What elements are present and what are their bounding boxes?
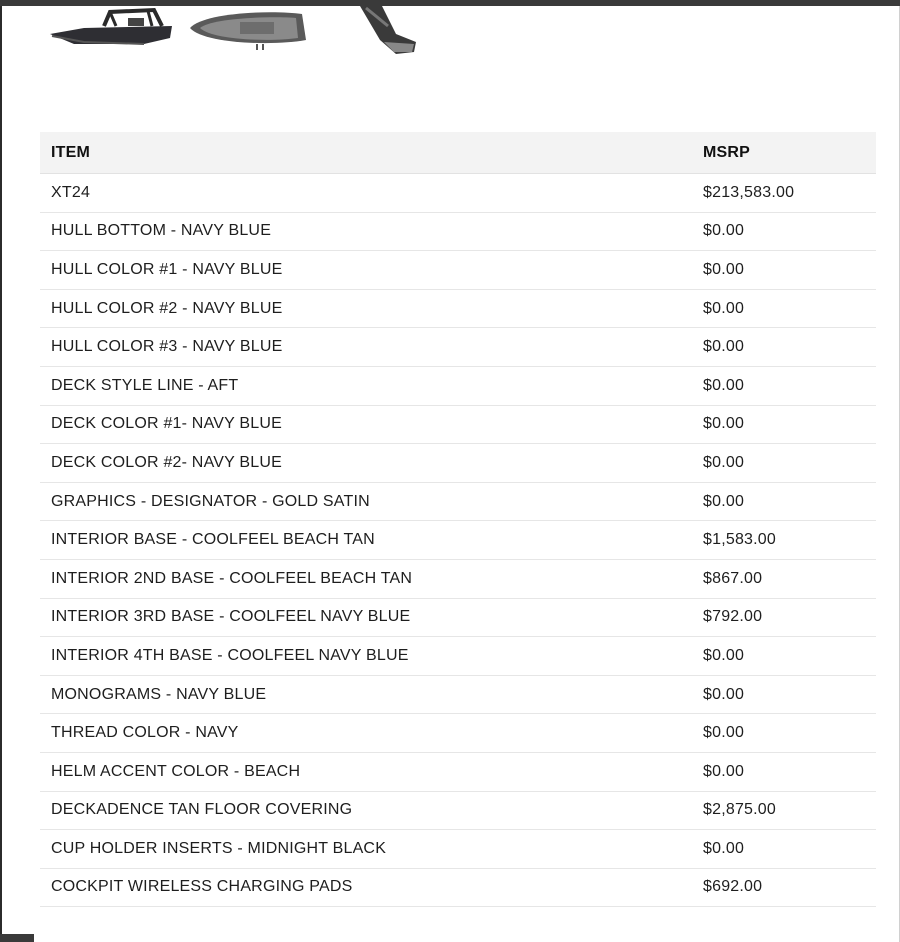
table-row: [40, 213, 876, 252]
msrp-cell: $2,875.00: [703, 801, 776, 819]
table-row: [40, 753, 876, 792]
table-header-row: [40, 132, 876, 174]
table-row: [40, 251, 876, 290]
table-row: [40, 599, 876, 638]
item-cell: CUP HOLDER INSERTS - MIDNIGHT BLACK: [51, 839, 387, 857]
table-row: [40, 869, 876, 908]
msrp-cell: $0.00: [703, 338, 745, 356]
msrp-table: [40, 132, 876, 907]
item-cell: DECK COLOR #2- NAVY BLUE: [51, 453, 282, 471]
item-cell: DECKADENCE TAN FLOOR COVERING: [51, 801, 353, 819]
table-row: [40, 367, 876, 406]
msrp-cell: $0.00: [703, 492, 745, 510]
boat-images: [44, 4, 444, 60]
table-row: [40, 637, 876, 676]
msrp-cell: $0.00: [703, 646, 745, 664]
msrp-cell: $0.00: [703, 222, 745, 240]
page-corner-mark: [0, 934, 34, 942]
msrp-cell: $213,583.00: [703, 183, 795, 201]
msrp-cell: $0.00: [703, 724, 745, 742]
boat-profile-icon: [50, 10, 172, 44]
msrp-cell: $0.00: [703, 762, 745, 780]
item-cell: GRAPHICS - DESIGNATOR - GOLD SATIN: [51, 492, 370, 510]
item-cell: INTERIOR BASE - COOLFEEL BEACH TAN: [51, 531, 375, 549]
item-cell: INTERIOR 3RD BASE - COOLFEEL NAVY BLUE: [51, 608, 411, 626]
msrp-cell: $867.00: [703, 569, 763, 587]
table-row: [40, 792, 876, 831]
item-cell: THREAD COLOR - NAVY: [51, 724, 239, 742]
msrp-cell: $1,583.00: [703, 531, 776, 549]
item-cell: HULL COLOR #1 - NAVY BLUE: [51, 260, 283, 278]
item-cell: MONOGRAMS - NAVY BLUE: [51, 685, 267, 703]
table-row: [40, 521, 876, 560]
table-row: [40, 830, 876, 869]
table-row: [40, 714, 876, 753]
table-row: [40, 444, 876, 483]
item-cell: DECK STYLE LINE - AFT: [51, 376, 239, 394]
table-row: [40, 290, 876, 329]
table-body: [40, 174, 876, 907]
msrp-cell: $0.00: [703, 260, 745, 278]
boat-rear-view-icon: [360, 6, 416, 54]
msrp-cell: $0.00: [703, 839, 745, 857]
item-cell: INTERIOR 4TH BASE - COOLFEEL NAVY BLUE: [51, 646, 409, 664]
item-cell: HULL COLOR #3 - NAVY BLUE: [51, 338, 283, 356]
table-row: [40, 174, 876, 213]
item-cell: HULL BOTTOM - NAVY BLUE: [51, 222, 272, 240]
item-cell: HELM ACCENT COLOR - BEACH: [51, 762, 301, 780]
item-cell: DECK COLOR #1- NAVY BLUE: [51, 415, 282, 433]
msrp-cell: $0.00: [703, 299, 745, 317]
table-row: [40, 483, 876, 522]
msrp-cell: $0.00: [703, 376, 745, 394]
msrp-cell: $0.00: [703, 453, 745, 471]
table-row: [40, 560, 876, 599]
item-cell: COCKPIT WIRELESS CHARGING PADS: [51, 878, 353, 896]
left-border: [0, 6, 2, 942]
table-row: [40, 676, 876, 715]
msrp-column-header: MSRP: [703, 143, 751, 161]
item-column-header: ITEM: [51, 143, 91, 161]
msrp-cell: $792.00: [703, 608, 763, 626]
boat-top-view-icon: [190, 12, 306, 50]
msrp-cell: $692.00: [703, 878, 763, 896]
item-cell: XT24: [51, 183, 91, 201]
table-row: [40, 406, 876, 445]
table-row: [40, 328, 876, 367]
msrp-cell: $0.00: [703, 685, 745, 703]
msrp-cell: $0.00: [703, 415, 745, 433]
item-cell: INTERIOR 2ND BASE - COOLFEEL BEACH TAN: [51, 569, 413, 587]
item-cell: HULL COLOR #2 - NAVY BLUE: [51, 299, 283, 317]
